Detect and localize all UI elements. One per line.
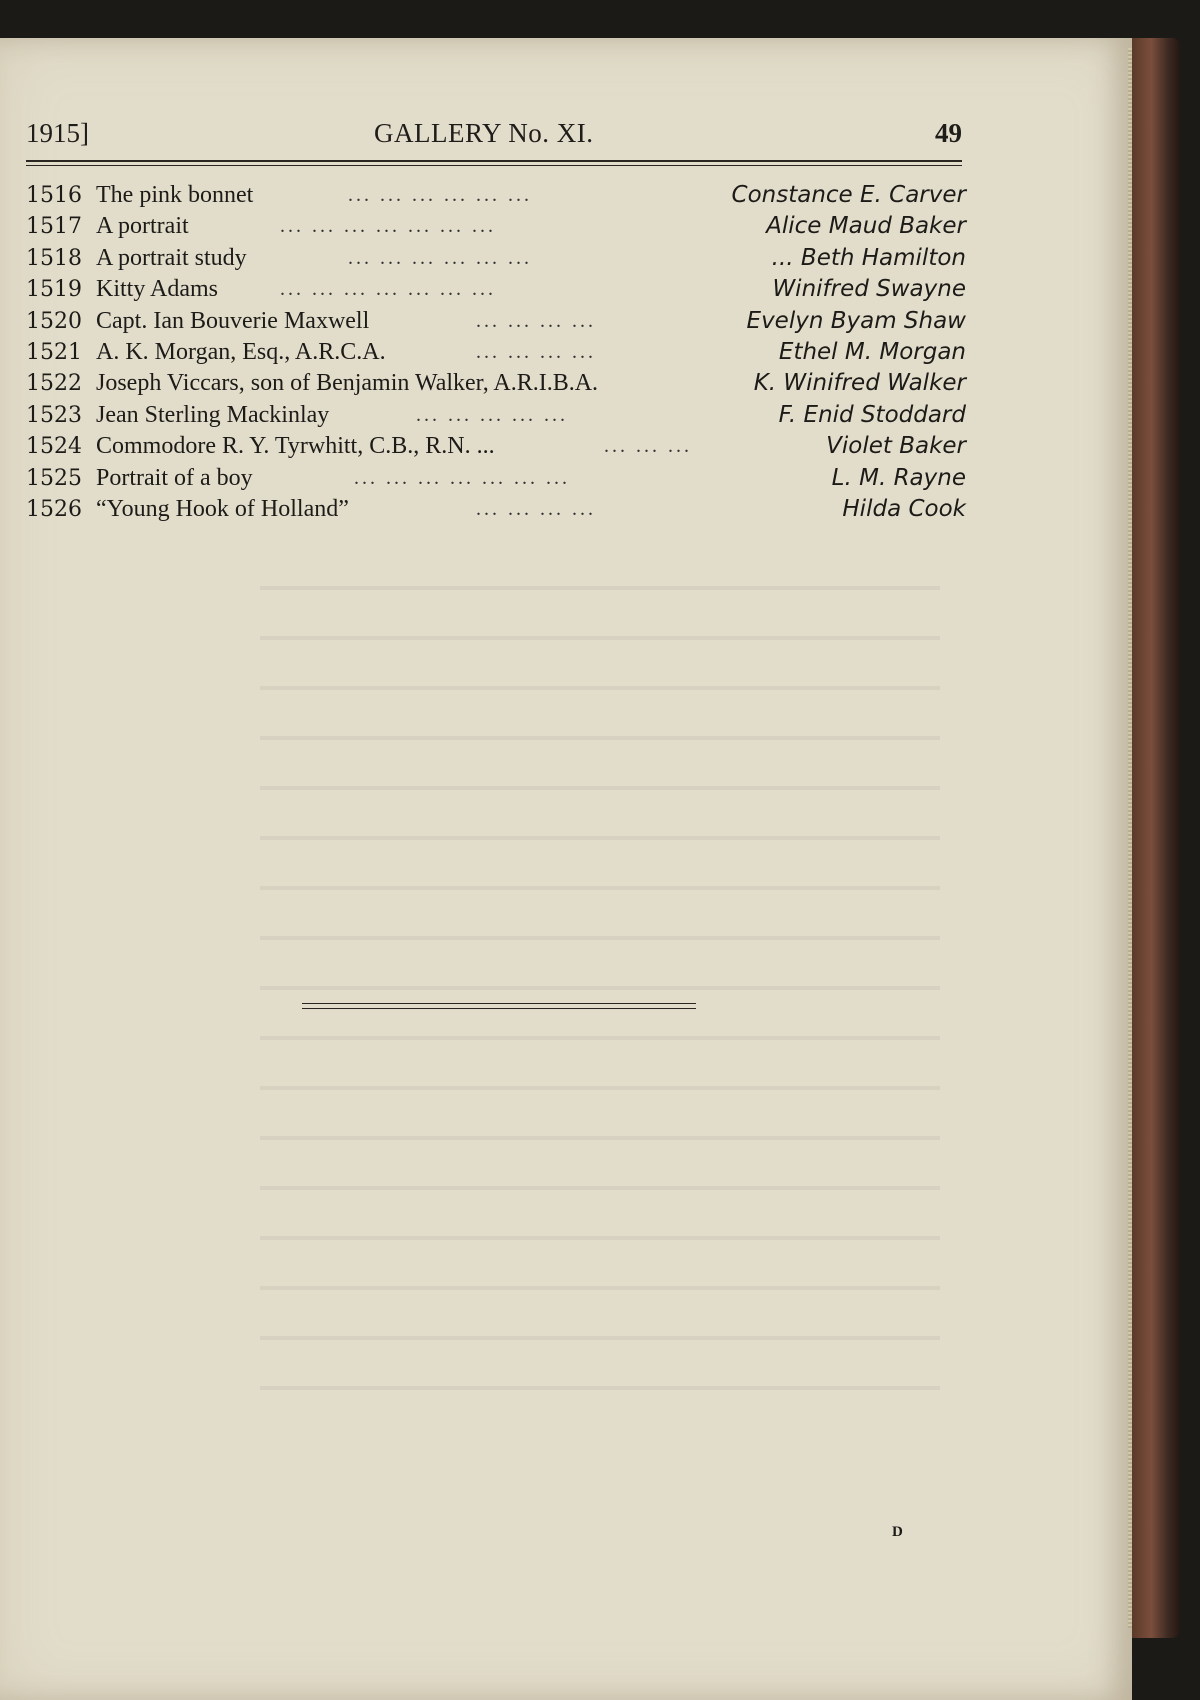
artist-name: L. M. Rayne [831,464,966,491]
leader-dots: ... ... ... ... ... ... ... [280,215,496,238]
catalogue-number: 1519 [26,277,82,303]
artist-name: Hilda Cook [842,495,966,522]
artist-name: Violet Baker [826,433,966,460]
list-item [26,368,966,399]
work-title: A portrait study [96,244,247,271]
artist-name: K. Winifred Walker [753,370,966,397]
catalogue-number: 1518 [26,245,82,271]
catalogue-number: 1520 [26,308,82,334]
catalogue-number: 1524 [26,434,82,460]
leader-dots: ... ... ... ... ... [416,403,568,426]
leader-dots: ... ... ... [604,435,692,458]
leader-dots: ... ... ... ... ... ... ... [280,278,496,301]
work-title: Commodore R. Y. Tyrwhitt, C.B., R.N. ... [96,433,495,460]
leader-dots: ... ... ... ... [476,340,596,363]
book-cover-edge [1132,38,1180,1638]
signature-mark: D [892,1524,903,1540]
section-end-rule-lower [302,1008,696,1009]
leader-dots: ... ... ... ... ... ... [348,184,532,206]
list-item [26,180,966,211]
header-title: GALLERY No. XI. [374,118,594,148]
running-header [26,118,964,158]
catalogue-number: 1526 [26,496,82,522]
catalogue-list [26,180,966,525]
artist-name: F. Enid Stoddard [778,401,966,428]
artist-name: Constance E. Carver [731,182,966,208]
list-item [26,494,966,525]
show-through-text [260,540,940,1420]
work-title: Jean Sterling Mackinlay [96,401,330,428]
leader-dots: ... ... ... ... ... ... ... [354,466,570,489]
catalogue-number: 1522 [26,371,82,397]
header-rule-thin [26,165,962,166]
leader-dots: ... ... ... ... [476,309,596,332]
artist-name: Winifred Swayne [772,276,966,303]
artist-name: Evelyn Byam Shaw [746,307,966,334]
list-item [26,431,966,462]
header-year: 1915] [26,118,89,148]
work-title: The pink bonnet [96,182,254,208]
list-item [26,400,966,431]
work-title: Portrait of a boy [96,464,253,491]
leader-dots: ... ... ... ... ... ... [348,246,532,269]
list-item [26,243,966,274]
catalogue-number: 1516 [26,183,82,208]
work-title: Kitty Adams [96,276,219,303]
list-item [26,337,966,368]
catalogue-number: 1521 [26,339,82,365]
work-title: “Young Hook of Holland” [96,495,349,522]
work-title: A. K. Morgan, Esq., A.R.C.A. [96,338,386,365]
header-rule [26,160,962,162]
leader-dots: ... ... ... ... [476,497,596,520]
catalogue-number: 1525 [26,465,82,491]
list-item [26,211,966,242]
artist-name: Ethel M. Morgan [778,338,966,365]
work-title: Capt. Ian Bouverie Maxwell [96,307,370,334]
list-item [26,274,966,305]
catalogue-number: 1523 [26,402,82,428]
list-item [26,463,966,494]
artist-name: ... Beth Hamilton [771,244,966,271]
work-title: A portrait [96,213,189,240]
artist-name: Alice Maud Baker [766,213,966,240]
catalogue-number: 1517 [26,214,82,240]
section-end-rule [302,1003,696,1004]
page-number: 49 [935,118,962,148]
list-item [26,306,966,337]
work-title: Joseph Viccars, son of Benjamin Walker, A.R.I.B.A. [96,370,599,397]
